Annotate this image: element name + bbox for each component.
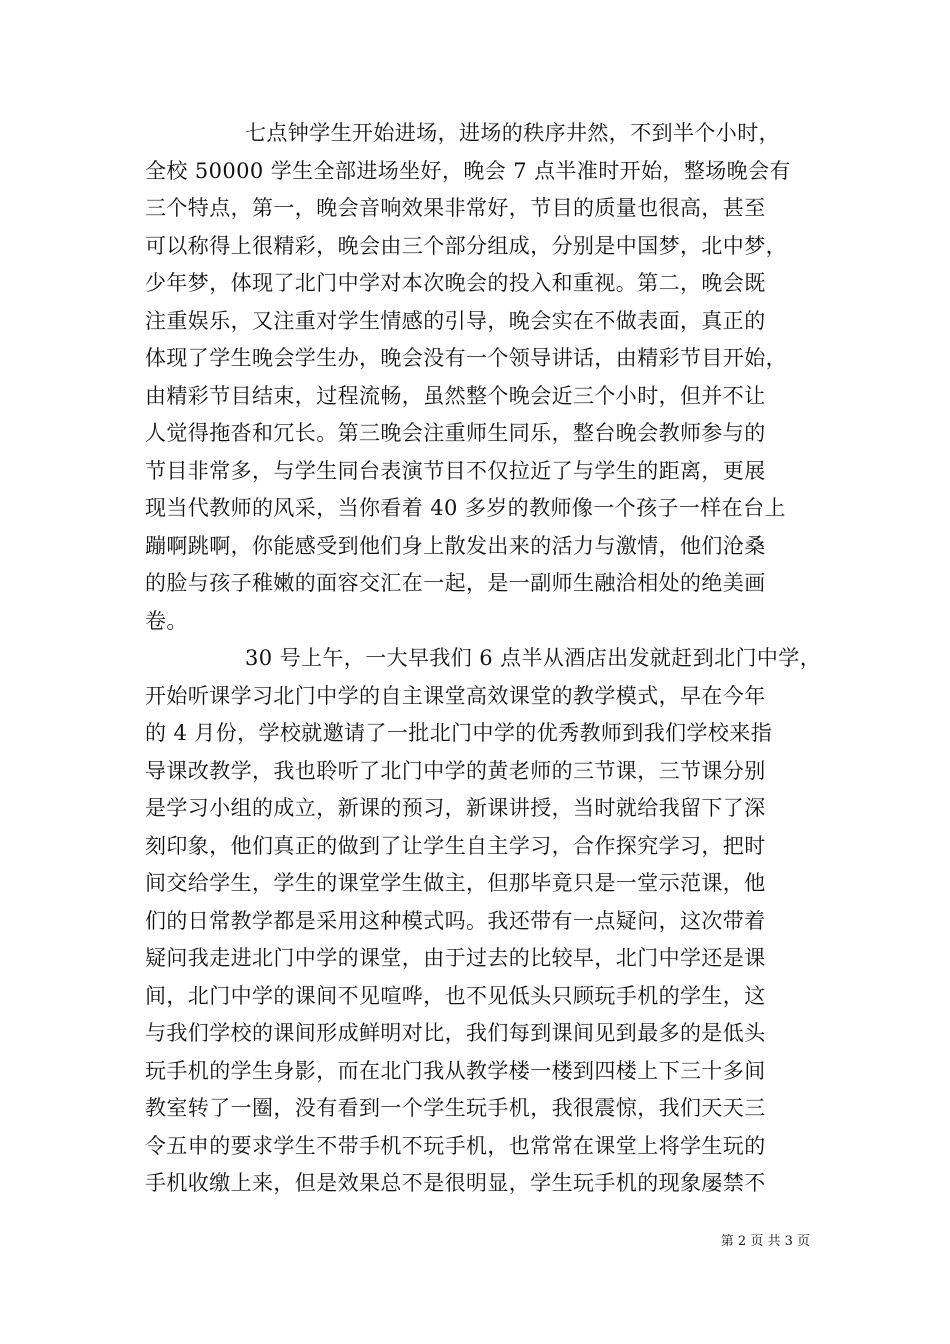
text-line: 注重娱乐，又注重对学生情感的引导，晚会实在不做表面，真正的: [145, 308, 766, 333]
text-line: 间，北门中学的课间不见喧哗，也不见低头只顾玩手机的学生，这: [145, 983, 766, 1008]
text-line: 现当代教师的风采，当你看着 40 多岁的教师像一个孩子一样在台上: [145, 496, 786, 520]
page-number-footer: 第 2 页 共 3 页: [720, 1234, 810, 1249]
text-line: 全校 50000 学生全部进场坐好，晚会 7 点半准时开始，整场晚会有: [145, 158, 791, 183]
text-line: 开始听课学习北门中学的自主课堂高效课堂的教学模式，早在今年: [145, 683, 766, 708]
text-line: 可以称得上很精彩，晚会由三个部分组成，分别是中国梦，北中梦，: [145, 233, 787, 258]
text-line: 们的日常教学都是采用这种模式吗。我还带有一点疑问，这次带着: [145, 908, 766, 933]
text-line: 手机收缴上来，但是效果总不是很明显，学生玩手机的现象屡禁不: [145, 1171, 766, 1195]
text-line: 人觉得拖沓和冗长。第三晚会注重师生同乐，整台晚会教师参与的: [145, 421, 766, 445]
text-line: 疑问我走进北门中学的课堂，由于过去的比较早，北门中学还是课: [145, 946, 766, 970]
text-line: 教室转了一圈，没有看到一个学生玩手机，我很震惊，我们天天三: [145, 1096, 766, 1120]
text-line: 卷。: [145, 608, 188, 633]
text-line: 令五申的要求学生不带手机不玩手机，也常常在课堂上将学生玩的: [145, 1133, 766, 1158]
text-line: 由精彩节目结束，过程流畅，虽然整个晚会近三个小时，但并不让: [145, 383, 766, 408]
text-line: 蹦啊跳啊，你能感受到他们身上散发出来的活力与激情，他们沧桑: [145, 533, 766, 558]
text-line: 与我们学校的课间形成鲜明对比，我们每到课间见到最多的是低头: [145, 1021, 766, 1045]
body-text: [145, 115, 822, 1203]
text-line: 少年梦，体现了北门中学对本次晚会的投入和重视。第二，晚会既: [145, 271, 766, 295]
text-line: 体现了学生晚会学生办，晚会没有一个领导讲话，由精彩节目开始，: [145, 346, 787, 370]
text-line: 间交给学生，学生的课堂学生做主，但那毕竟只是一堂示范课，他: [145, 871, 766, 895]
paragraph-1: [145, 115, 815, 640]
text-line: 的脸与孩子稚嫩的面容交汇在一起，是一副师生融洽相处的绝美画: [145, 571, 766, 595]
text-line: 导课改教学，我也聆听了北门中学的黄老师的三节课，三节课分别: [145, 758, 766, 783]
text-line: 30 号上午，一大早我们 6 点半从酒店出发就赶到北门中学，: [245, 646, 822, 670]
text-line: 的 4 月份，学校就邀请了一批北门中学的优秀教师到我们学校来指: [145, 721, 773, 745]
paragraph-2: [145, 640, 822, 1203]
text-line: 是学习小组的成立，新课的预习，新课讲授，当时就给我留下了深: [145, 796, 766, 820]
text-line: 七点钟学生开始进场，进场的秩序井然，不到半个小时，: [245, 121, 780, 145]
text-line: 三个特点，第一，晚会音响效果非常好，节目的质量也很高，甚至: [145, 196, 766, 220]
text-line: 玩手机的学生身影，而在北门我从教学楼一楼到四楼上下三十多间: [145, 1058, 766, 1083]
text-line: 刻印象，他们真正的做到了让学生自主学习，合作探究学习，把时: [145, 833, 766, 858]
text-line: 节目非常多，与学生同台表演节目不仅拉近了与学生的距离，更展: [145, 458, 766, 483]
